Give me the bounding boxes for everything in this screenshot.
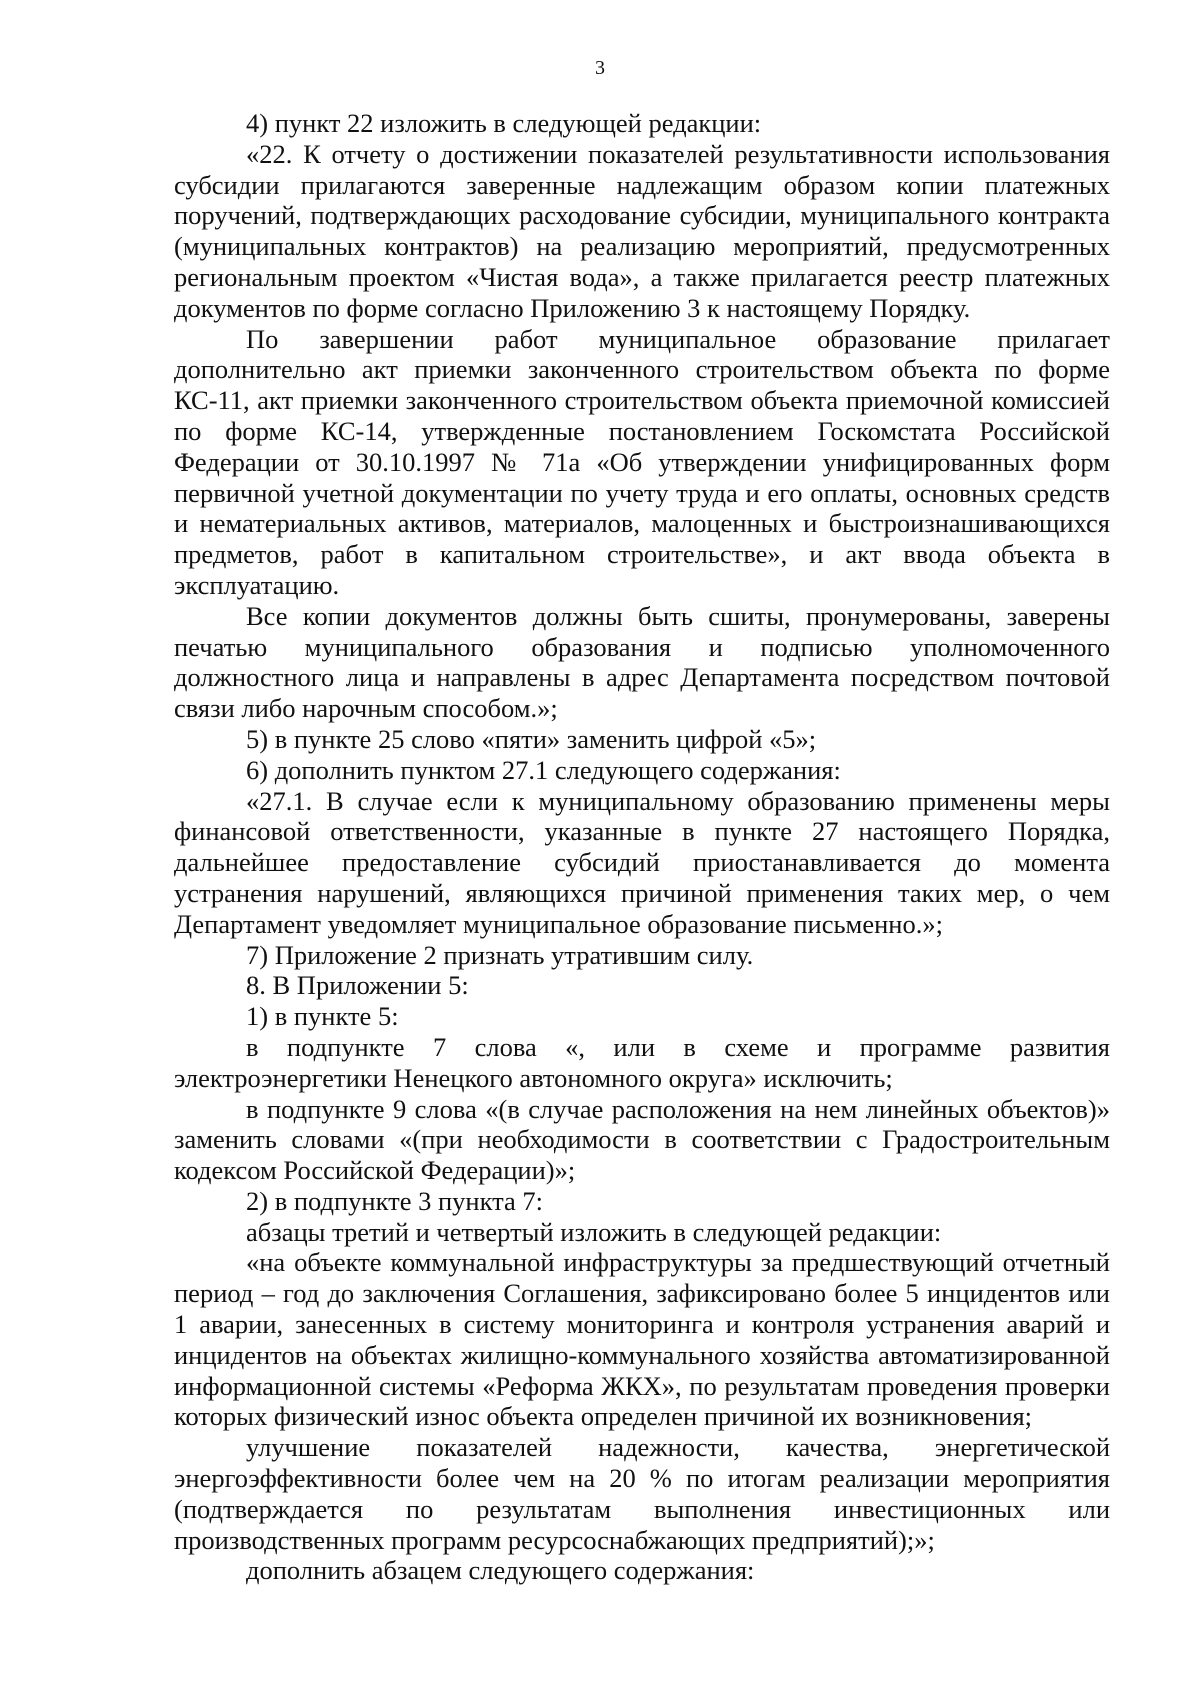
paragraph-abzatsy-intro: абзацы третий и четвертый изложить в следующей редакции: bbox=[246, 1216, 942, 1247]
paragraph-incidents: «на объекте коммунальной инфраструктуры за предшествующий отчетный период – год до заключения Соглашения, зафиксировано более 5 инцидентов или 1 аварии, занесенных в систему мониторинга и контроля устранения аварий и инцидентов на объектах жилищно-коммунального хозяйства автоматизированной информационной системы «Реформа ЖКХ», по результатам проведения проверки которых физический износ объекта определен причиной их возникновения; bbox=[174, 1247, 1110, 1432]
paragraph-clause-27-1: «27.1. В случае если к муниципальному образованию применены меры финансовой ответственности, указанные в пункте 27 настоящего Порядка, дальнейшее предоставление субсидий приостанавливается до момента устранения нарушений, являющихся причиной применения таких мер, о чем Департамент уведомляет муниципальное образование письменно.»; bbox=[174, 785, 1110, 939]
paragraph-subitem-1: 1) в пункте 5: bbox=[246, 1001, 399, 1032]
paragraph-item-6: 6) дополнить пунктом 27.1 следующего содержания: bbox=[246, 754, 841, 785]
paragraph-item-7: 7) Приложение 2 признать утратившим силу. bbox=[246, 939, 754, 970]
paragraph-improvement: улучшение показателей надежности, качества, энергетической энергоэффективности более чем на 20 % по итогам реализации мероприятия (подтверждается по результатам выполнения инвестиционных или производственных программ ресурсоснабжающих предприятий);»; bbox=[174, 1432, 1110, 1555]
page-number: 3 bbox=[595, 57, 605, 79]
paragraph-subitem-2: 2) в подпункте 3 пункта 7: bbox=[246, 1185, 544, 1216]
paragraph-subpoint-7: в подпункте 7 слова «, или в схеме и программе развития электроэнергетики Ненецкого автономного округа» исключить; bbox=[174, 1031, 1110, 1093]
paragraph-item-4: 4) пункт 22 изложить в следующей редакции: bbox=[246, 108, 762, 138]
paragraph-section-8: 8. В Приложении 5: bbox=[246, 970, 469, 1001]
paragraph-item-5: 5) в пункте 25 слово «пяти» заменить цифрой «5»; bbox=[246, 723, 817, 754]
document-body bbox=[174, 108, 1110, 1586]
paragraph-subpoint-9: в подпункте 9 слова «(в случае расположения на нем линейных объектов)» заменить словами «(при необходимости в соответствии с Градостроительным кодексом Российской Федерации)»; bbox=[174, 1093, 1110, 1186]
paragraph-completion-acts: По завершении работ муниципальное образование прилагает дополнительно акт приемки законченного строительством объекта по форме КС-11, акт приемки законченного строительством объекта приемочной комиссией по форме КС-14, утвержденные постановлением Госкомстата Российской Федерации от 30.10.1997 № 71а «Об утверждении унифицированных форм первичной учетной документации по учету труда и его оплаты, основных средств и нематериальных активов, материалов, малоценных и быстроизнашивающихся предметов, работ в капитальном строительстве», и акт ввода объекта в эксплуатацию. bbox=[174, 323, 1110, 600]
paragraph-add-abzats: дополнить абзацем следующего содержания: bbox=[246, 1555, 755, 1586]
paragraph-document-copies: Все копии документов должны быть сшиты, пронумерованы, заверены печатью муниципального образования и подписью уполномоченного должностного лица и направлены в адрес Департамента посредством почтовой связи либо нарочным способом.»; bbox=[174, 600, 1110, 724]
paragraph-clause-22: «22. К отчету о достижении показателей результативности использования субсидии прилагаются заверенные надлежащим образом копии платежных поручений, подтверждающих расходование субсидии, муниципального контракта (муниципальных контрактов) на реализацию мероприятий, предусмотренных региональным проектом «Чистая вода», а также прилагается реестр платежных документов по форме согласно Приложению 3 к настоящему Порядку. bbox=[174, 138, 1110, 323]
